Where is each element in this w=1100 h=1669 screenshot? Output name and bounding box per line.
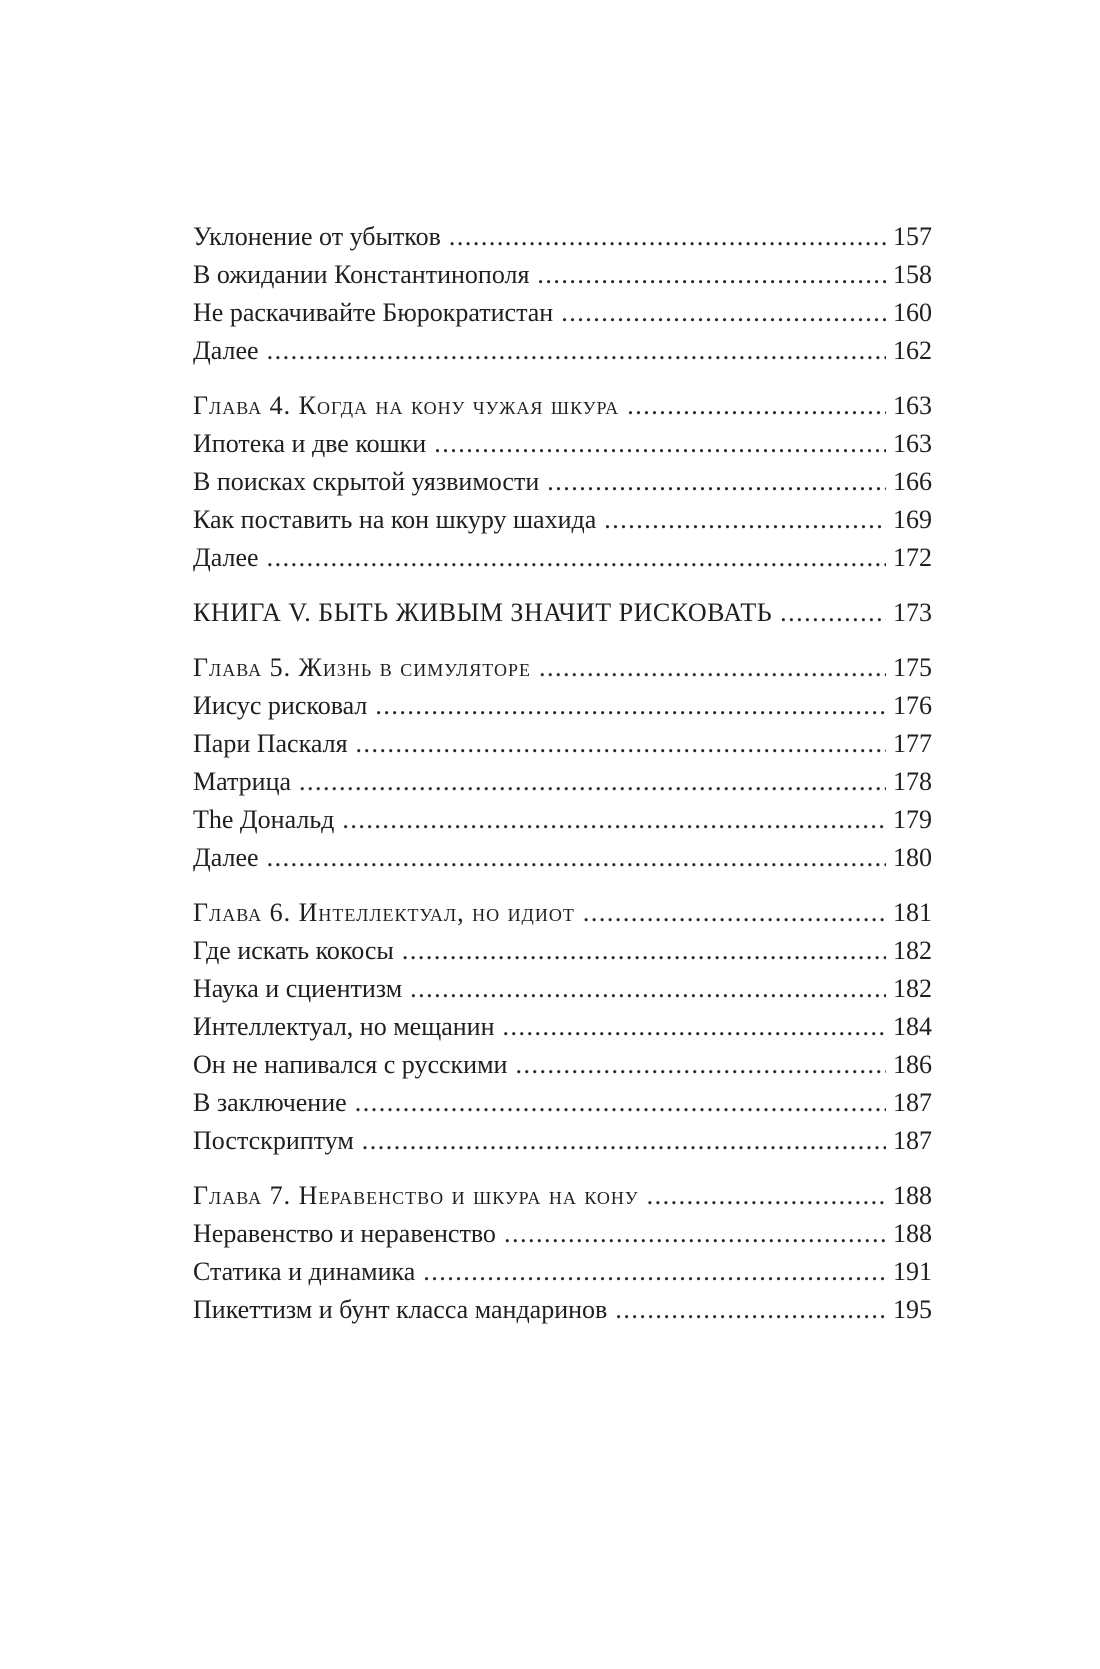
dot-leader [547,463,886,501]
toc-entry-title: Глава 4. Когда на кону чужая шкура [193,391,620,420]
dot-leader [449,218,886,256]
dot-leader [647,1177,886,1215]
dot-leader [604,501,886,539]
toc-entry [193,1008,932,1046]
toc-entry [193,425,932,463]
toc [193,218,932,1329]
toc-entry-page-number: 180 [893,843,932,872]
toc-entry-page-number: 182 [893,974,932,1003]
toc-entry [193,539,932,577]
toc-entry [193,894,932,932]
toc-entry-page-number: 186 [893,1050,932,1079]
dot-leader [375,687,886,725]
toc-entry [193,294,932,332]
toc-entry-title: Где искать кокосы [193,936,394,965]
toc-entry-title: Иисус рисковал [193,691,368,720]
toc-entry-title: Далее [193,543,259,572]
toc-entry [193,1084,932,1122]
toc-entry-page-number: 179 [893,805,932,834]
toc-entry-title: В поисках скрытой уязвимости [193,467,540,496]
dot-leader [583,894,886,932]
toc-entry [193,763,932,801]
toc-entry-title: Интеллектуал, но мещанин [193,1012,495,1041]
dot-leader [434,425,886,463]
toc-entry-title: В ожидании Константинополя [193,260,530,289]
toc-entry [193,256,932,294]
toc-entry [193,1291,932,1329]
toc-entry [193,1177,932,1215]
toc-entry-page-number: 157 [893,222,932,251]
dot-leader [362,1122,886,1160]
dot-leader [356,725,886,763]
toc-entry-page-number: 162 [893,336,932,365]
dot-leader [267,539,886,577]
toc-entry-title: Ипотека и две кошки [193,429,427,458]
toc-entry-title: Уклонение от убытков [193,222,441,251]
toc-entry-page-number: 158 [893,260,932,289]
toc-entry-page-number: 181 [893,898,932,927]
toc-entry-page-number: 187 [893,1088,932,1117]
toc-entry-title: КНИГА V. БЫТЬ ЖИВЫМ ЗНАЧИТ РИСКОВАТЬ [193,598,773,627]
toc-entry-title: Как поставить на кон шкуру шахида [193,505,597,534]
toc-entry [193,725,932,763]
toc-entry [193,218,932,256]
toc-entry [193,970,932,1008]
dot-leader [410,970,886,1008]
dot-leader [504,1215,886,1253]
toc-entry [193,1253,932,1291]
toc-entry [193,801,932,839]
toc-entry [193,839,932,877]
toc-entry-title: Далее [193,843,259,872]
dot-leader [342,801,886,839]
toc-entry-page-number: 184 [893,1012,932,1041]
toc-entry [193,649,932,687]
toc-entry-page-number: 178 [893,767,932,796]
toc-entry-title: Пари Паскаля [193,729,348,758]
toc-entry-page-number: 163 [893,429,932,458]
toc-entry-title: Не раскачивайте Бюрократистан [193,298,554,327]
toc-entry-title: Глава 7. Неравенство и шкура на кону [193,1181,639,1210]
dot-leader [539,649,886,687]
dot-leader [299,763,886,801]
dot-leader [355,1084,886,1122]
toc-entry-page-number: 160 [893,298,932,327]
dot-leader [537,256,886,294]
toc-entry-page-number: 169 [893,505,932,534]
dot-leader [780,594,886,632]
dot-leader [267,332,886,370]
dot-leader [402,932,886,970]
toc-entry-title: Статика и динамика [193,1257,416,1286]
toc-entry-page-number: 188 [893,1181,932,1210]
toc-entry-page-number: 191 [893,1257,932,1286]
toc-entry [193,1046,932,1084]
toc-entry-page-number: 177 [893,729,932,758]
dot-leader [267,839,886,877]
toc-entry-title: В заключение [193,1088,347,1117]
dot-leader [503,1008,886,1046]
toc-entry [193,687,932,725]
toc-entry-page-number: 175 [893,653,932,682]
toc-entry [193,594,932,632]
toc-entry [193,1122,932,1160]
dot-leader [615,1291,886,1329]
toc-entry-page-number: 173 [893,598,932,627]
toc-entry [193,463,932,501]
toc-entry-page-number: 182 [893,936,932,965]
toc-entry-title: The Дональд [193,805,335,834]
dot-leader [423,1253,886,1291]
toc-entry [193,332,932,370]
toc-entry-page-number: 176 [893,691,932,720]
toc-entry-page-number: 195 [893,1295,932,1324]
dot-leader [561,294,886,332]
toc-entry-page-number: 187 [893,1126,932,1155]
toc-entry-page-number: 172 [893,543,932,572]
toc-entry-title: Наука и сциентизм [193,974,403,1003]
toc-entry [193,1215,932,1253]
toc-entry-title: Далее [193,336,259,365]
toc-entry-title: Матрица [193,767,292,796]
toc-entry-page-number: 188 [893,1219,932,1248]
dot-leader [515,1046,886,1084]
toc-entry [193,932,932,970]
toc-entry [193,387,932,425]
toc-entry-title: Глава 5. Жизнь в симуляторе [193,653,531,682]
toc-entry-page-number: 163 [893,391,932,420]
toc-entry-title: Глава 6. Интеллектуал, но идиот [193,898,575,927]
toc-entry-title: Постскриптум [193,1126,354,1155]
dot-leader [627,387,886,425]
toc-entry-title: Он не напивался с русскими [193,1050,508,1079]
toc-entry-page-number: 166 [893,467,932,496]
toc-entry [193,501,932,539]
toc-entry-title: Неравенство и неравенство [193,1219,496,1248]
toc-entry-title: Пикеттизм и бунт класса мандаринов [193,1295,608,1324]
